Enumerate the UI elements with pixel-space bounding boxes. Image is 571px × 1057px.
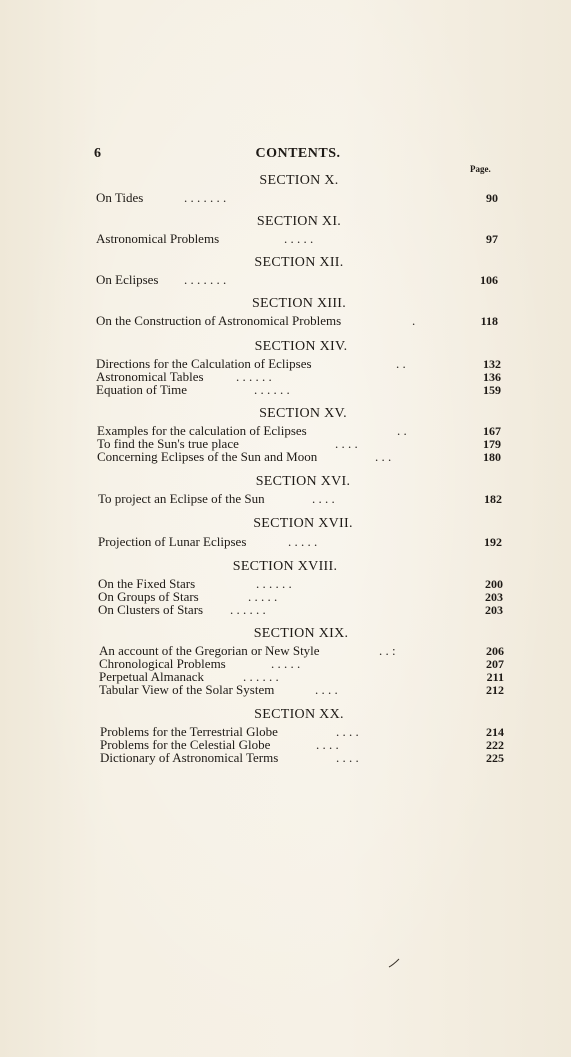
entry-page: 200 (485, 577, 503, 591)
toc-entry (96, 383, 501, 397)
toc-entry (96, 273, 498, 287)
dot-leaders: . . (397, 423, 407, 438)
section-heading: SECTION XV. (259, 406, 347, 421)
toc-entry (96, 191, 498, 205)
entry-page: 136 (483, 370, 501, 384)
dot-leaders: . . : (379, 643, 396, 658)
entry-title: Astronomical Problems (96, 231, 220, 246)
dot-leaders: . . . . . . (254, 382, 290, 397)
dot-leaders: . . (396, 356, 406, 371)
toc-entry (99, 683, 504, 697)
entry-title: Astronomical Tables (96, 369, 204, 384)
dot-leaders: . . . . (315, 682, 338, 697)
page-column-label: Page. (470, 164, 491, 174)
ink-mark (388, 958, 400, 968)
entry-title: Problems for the Terrestrial Globe (100, 724, 278, 739)
entry-page: 206 (486, 644, 504, 658)
entry-title: On Groups of Stars (98, 589, 199, 604)
entry-page: 159 (483, 383, 501, 397)
dot-leaders: . . . . . . (230, 602, 266, 617)
section-heading: SECTION XIV. (254, 339, 348, 354)
entry-page: 212 (486, 683, 504, 697)
entry-page: 211 (486, 670, 504, 684)
section-heading: SECTION XIII. (251, 296, 347, 311)
section-heading: SECTION XX. (254, 707, 344, 722)
dot-leaders: . (412, 313, 416, 328)
entry-page: 90 (486, 191, 498, 205)
toc-entry (97, 450, 501, 464)
entry-title: Directions for the Calculation of Eclipses (96, 356, 312, 371)
toc-entry (98, 603, 503, 617)
dot-leaders: . . . . . . (243, 669, 279, 684)
section-heading: SECTION XIX. (253, 626, 349, 641)
entry-page: 167 (483, 424, 501, 438)
dot-leaders: . . . . . . (256, 576, 292, 591)
entry-title: On Clusters of Stars (98, 602, 204, 617)
page-number: 6 (94, 146, 101, 161)
toc-entry (98, 535, 502, 549)
entry-title: On Tides (96, 190, 144, 205)
dot-leaders: . . . . . (284, 231, 314, 246)
section-heading: SECTION XVI. (255, 474, 351, 489)
entry-page: 106 (480, 273, 498, 287)
section-heading: SECTION XI. (256, 214, 342, 229)
entry-title: An account of the Gregorian or New Style (99, 643, 320, 658)
section-heading: SECTION XII. (254, 255, 344, 270)
toc-entry (96, 232, 498, 246)
dot-leaders: . . . . . (288, 534, 318, 549)
dot-leaders: . . . . (336, 724, 359, 739)
dot-leaders: . . . . . (271, 656, 301, 671)
entry-title: On the Construction of Astronomical Problems (96, 313, 342, 328)
dot-leaders: . . . . . . . (184, 272, 227, 287)
entry-page: 203 (485, 603, 503, 617)
section-heading: SECTION X. (259, 173, 339, 188)
entry-page: 179 (483, 437, 501, 451)
entry-page: 192 (484, 535, 502, 549)
entry-page: 180 (483, 450, 501, 464)
entry-title: Examples for the calculation of Eclipses (97, 423, 307, 438)
toc-entry (96, 314, 498, 328)
entry-page: 225 (486, 751, 504, 765)
dot-leaders: . . . . . . . (184, 190, 227, 205)
dot-leaders: . . . . . (248, 589, 278, 604)
toc-entry (100, 751, 504, 765)
entry-title: On Eclipses (96, 272, 159, 287)
entry-page: 222 (486, 738, 504, 752)
entry-title: Concerning Eclipses of the Sun and Moon (97, 449, 318, 464)
entry-title: Projection of Lunar Eclipses (98, 534, 247, 549)
entry-page: 132 (483, 357, 501, 371)
section-heading: SECTION XVII. (253, 516, 353, 531)
dot-leaders: . . . . (335, 436, 358, 451)
entry-page: 207 (486, 657, 504, 671)
entry-title: Dictionary of Astronomical Terms (100, 750, 279, 765)
entry-page: 214 (486, 725, 504, 739)
entry-title: To find the Sun's true place (97, 436, 239, 451)
page-header (94, 146, 502, 164)
dot-leaders: . . . . . . (236, 369, 272, 384)
dot-leaders: . . . (375, 449, 392, 464)
entry-title: To project an Eclipse of the Sun (98, 491, 265, 506)
entry-page: 97 (486, 232, 498, 246)
entry-page: 118 (480, 314, 498, 328)
dot-leaders: . . . . (336, 750, 359, 765)
entry-page: 203 (485, 590, 503, 604)
entry-title: On the Fixed Stars (98, 576, 196, 591)
section-heading: SECTION XVIII. (232, 559, 338, 574)
running-title: CONTENTS. (255, 146, 341, 161)
entry-title: Tabular View of the Solar System (99, 682, 275, 697)
entry-title: Perpetual Almanack (99, 669, 205, 684)
entry-title: Chronological Problems (99, 656, 226, 671)
entry-page: 182 (484, 492, 502, 506)
toc-entry (98, 492, 502, 506)
dot-leaders: . . . . (316, 737, 339, 752)
entry-title: Problems for the Celestial Globe (100, 737, 271, 752)
entry-title: Equation of Time (96, 382, 188, 397)
dot-leaders: . . . . (312, 491, 335, 506)
